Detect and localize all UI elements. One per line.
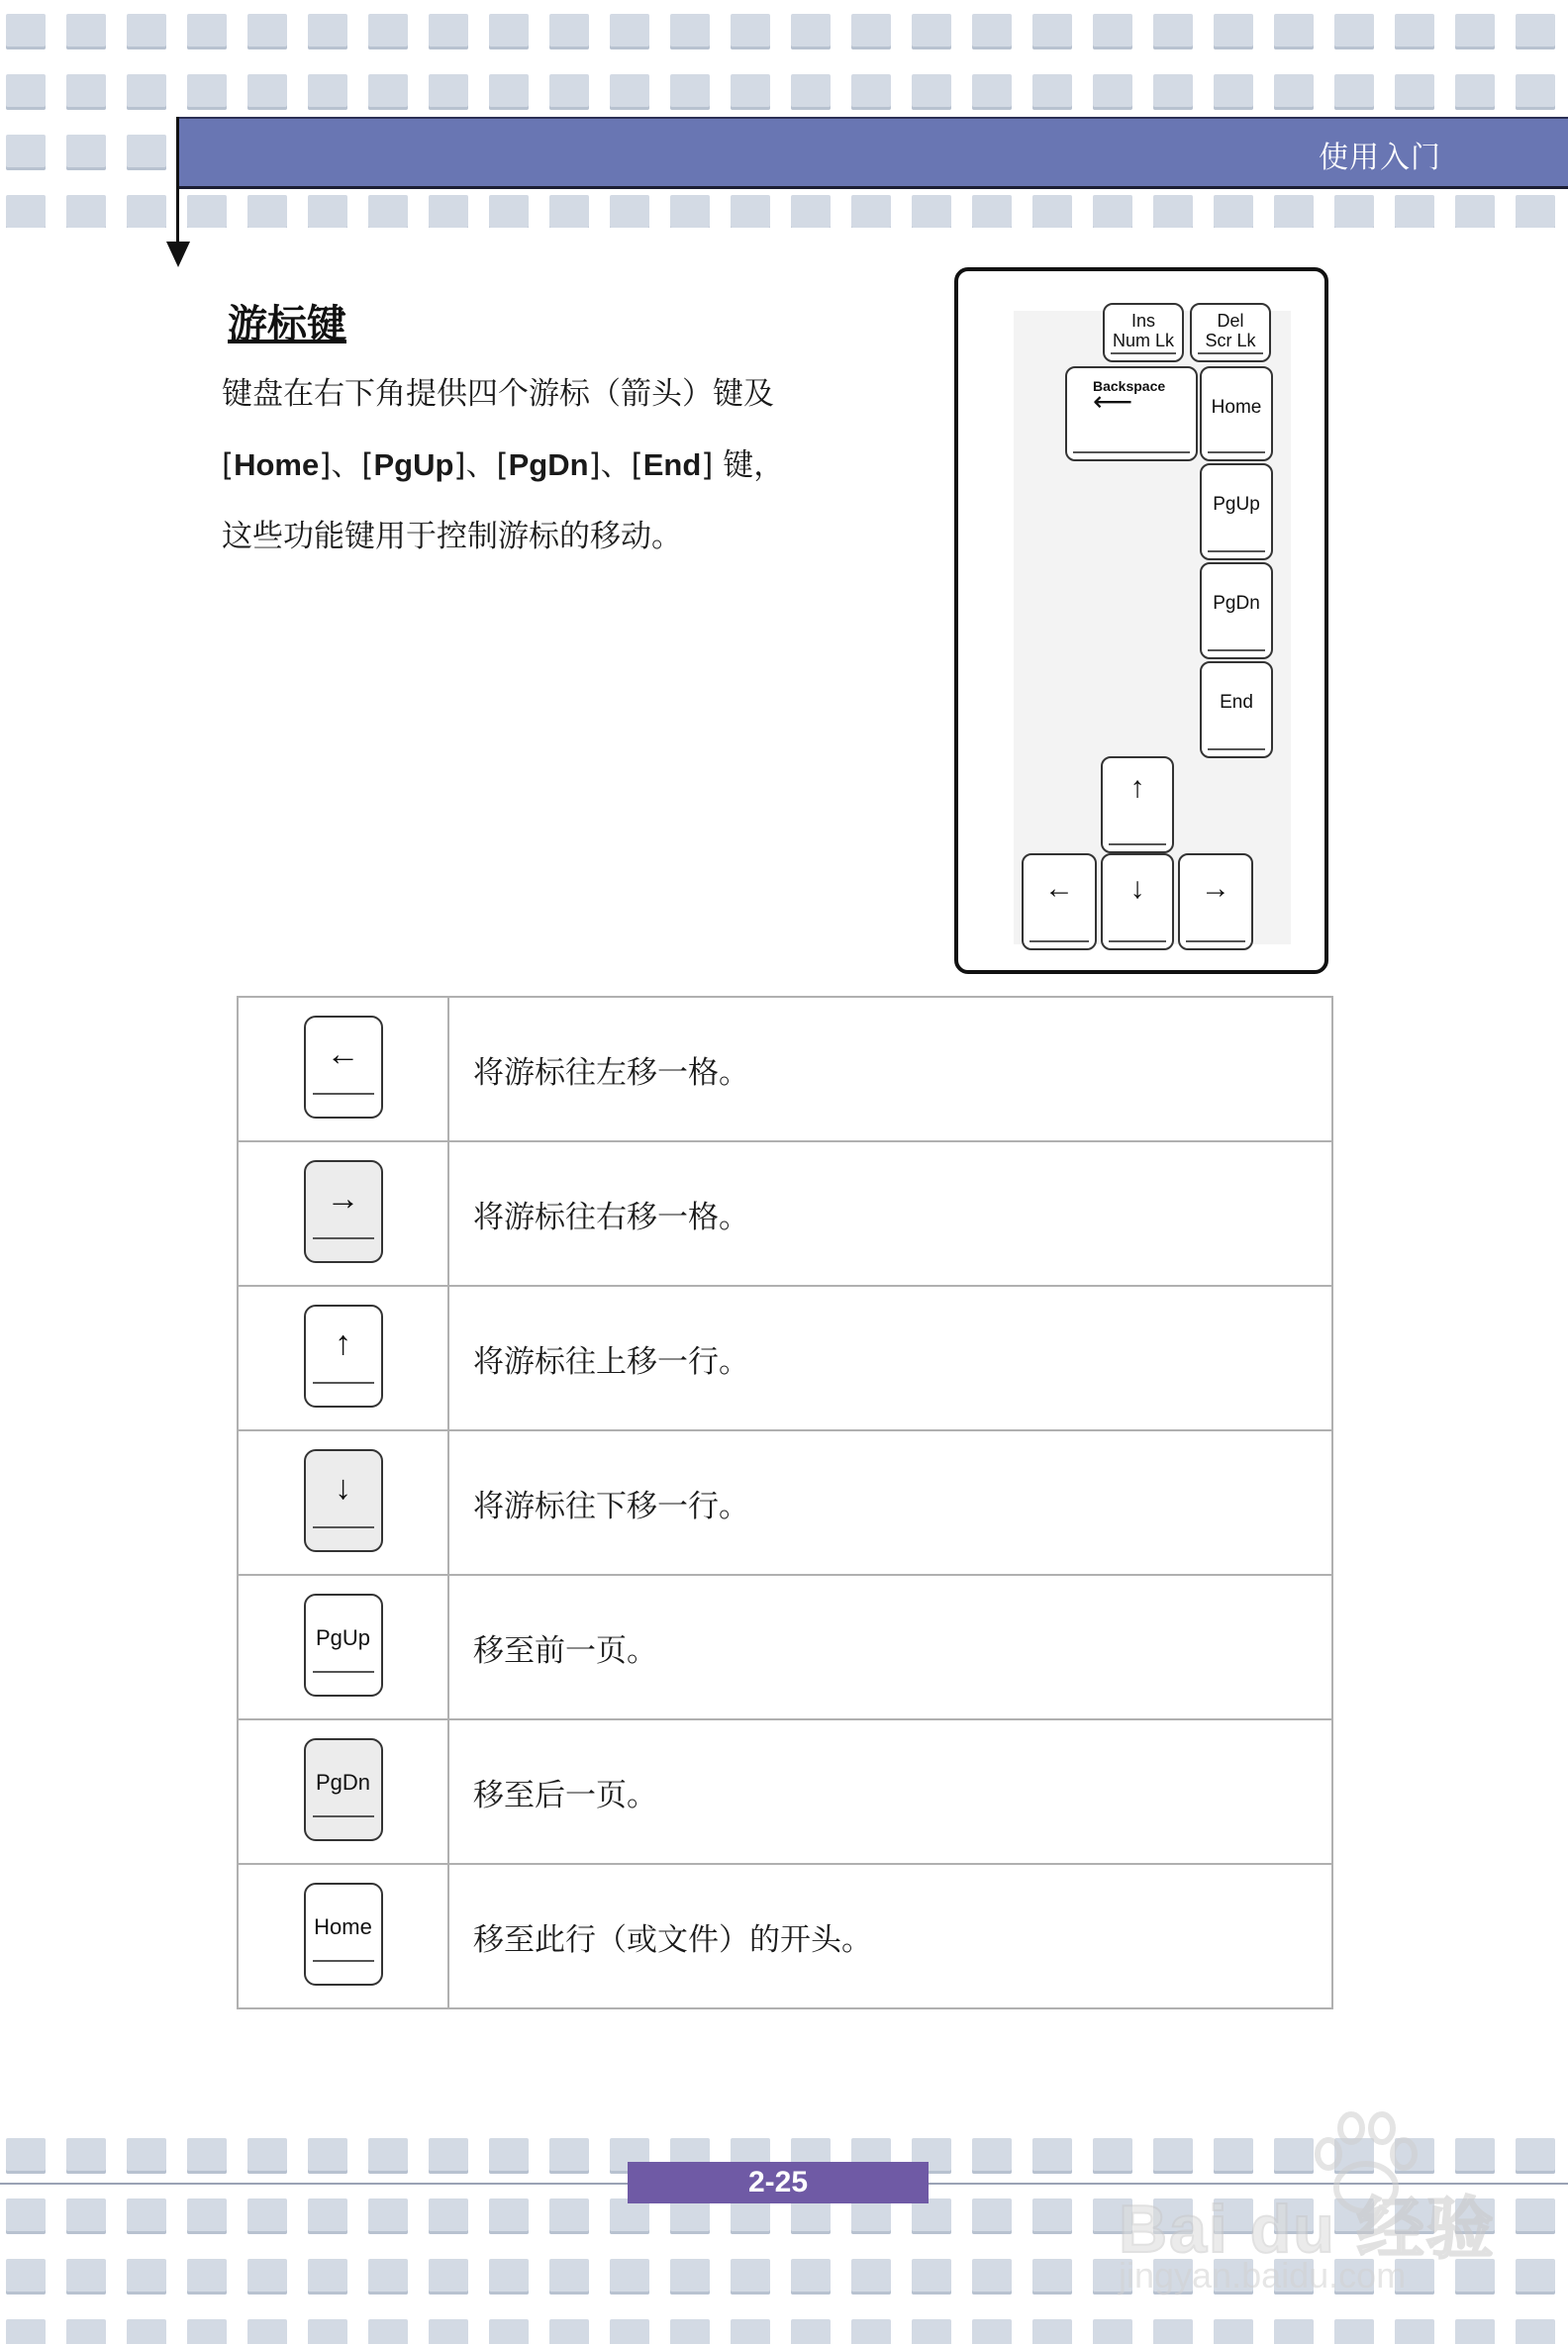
- del-scrlk-key: [1190, 303, 1271, 362]
- backspace-arrow-icon: ⟵: [1093, 386, 1133, 417]
- pgup-key: [1200, 463, 1273, 560]
- tile: [368, 74, 408, 110]
- tile-row: [0, 74, 1568, 114]
- arrow-icon: ↑: [335, 1324, 351, 1362]
- tile: [1395, 14, 1434, 49]
- tile: [791, 2319, 831, 2344]
- tile: [1153, 2198, 1193, 2234]
- key-cap-icon: [304, 1305, 383, 1408]
- tile: [368, 2319, 408, 2344]
- key-description: 将游标往上移一行。: [448, 1286, 1332, 1430]
- pgdn-key-label: PgDn: [1213, 593, 1260, 614]
- table-row: [238, 1430, 1332, 1575]
- tile: [1334, 2259, 1374, 2295]
- ins-numlk-key: [1103, 303, 1184, 362]
- key-cap-icon: [304, 1594, 383, 1697]
- bracket-text: ]、[: [319, 447, 374, 483]
- tile: [1153, 74, 1193, 110]
- key-cap-icon: [304, 1160, 383, 1263]
- section-title: 游标键: [228, 302, 346, 347]
- header-band: [176, 117, 1568, 189]
- tile: [247, 2138, 287, 2174]
- tile: [247, 14, 287, 49]
- tile: [66, 2259, 106, 2295]
- arrow-left-icon: ←: [1044, 872, 1074, 905]
- tile: [851, 2259, 891, 2295]
- header-tile-pattern: [0, 0, 1568, 228]
- tile: [1395, 2198, 1434, 2234]
- tile: [187, 195, 227, 228]
- tile: [6, 74, 46, 110]
- tile: [972, 195, 1012, 228]
- tile: [187, 74, 227, 110]
- ins-key-label: Ins: [1130, 311, 1155, 331]
- tile: [1334, 195, 1374, 228]
- key-description: 移至此行（或文件）的开头。: [448, 1864, 1332, 2008]
- tile: [549, 2138, 589, 2174]
- tile: [1516, 2319, 1555, 2344]
- tile: [1214, 2259, 1253, 2295]
- tile: [489, 74, 529, 110]
- tile: [851, 2319, 891, 2344]
- tile: [368, 195, 408, 228]
- tile: [1214, 74, 1253, 110]
- tile: [247, 2198, 287, 2234]
- tile: [368, 14, 408, 49]
- home-key-label: Home: [1211, 397, 1262, 418]
- tile: [1153, 14, 1193, 49]
- arrow-up-key: [1101, 756, 1174, 853]
- tile: [1455, 195, 1495, 228]
- tile: [1395, 195, 1434, 228]
- tile: [1153, 2138, 1193, 2174]
- arrow-up-icon: ↑: [1129, 771, 1145, 804]
- key-cap-icon: [304, 1883, 383, 1986]
- tile: [549, 14, 589, 49]
- tile: [1093, 2319, 1132, 2344]
- key-cap-icon: [304, 1016, 383, 1119]
- tile: [851, 14, 891, 49]
- header-guide-line: [176, 117, 179, 244]
- tile: [489, 14, 529, 49]
- tile: [127, 195, 166, 228]
- tile: [1334, 14, 1374, 49]
- tile-row: [0, 195, 1568, 228]
- tile: [791, 14, 831, 49]
- tile: [6, 135, 46, 170]
- tile-row: [0, 2319, 1568, 2344]
- tile: [6, 2259, 46, 2295]
- tile: [247, 2259, 287, 2295]
- tile: [66, 135, 106, 170]
- arrow-right-icon: →: [1201, 872, 1230, 905]
- end-key-label: End: [1220, 692, 1253, 713]
- tile: [127, 74, 166, 110]
- tile: [1153, 2259, 1193, 2295]
- tile: [127, 14, 166, 49]
- tile: [610, 2319, 649, 2344]
- home-key: [1200, 366, 1273, 461]
- tile: [368, 2138, 408, 2174]
- table-row: [238, 1286, 1332, 1430]
- tile: [187, 14, 227, 49]
- tile: [6, 2138, 46, 2174]
- arrow-down-icon: ↓: [1129, 872, 1145, 905]
- tile: [368, 2198, 408, 2234]
- tile: [127, 2138, 166, 2174]
- tile: [368, 2259, 408, 2295]
- cursor-key-table: [237, 996, 1333, 2009]
- tile: [610, 74, 649, 110]
- tile: [1093, 74, 1132, 110]
- tile: [670, 74, 710, 110]
- tile: [791, 195, 831, 228]
- tile: [127, 2198, 166, 2234]
- tile: [1214, 14, 1253, 49]
- arrow-icon: ←: [326, 1035, 360, 1073]
- tile: [127, 135, 166, 170]
- pgdn-key-text: PgDn: [508, 447, 589, 482]
- key-label: PgDn: [315, 1770, 371, 1795]
- tile: [1153, 195, 1193, 228]
- tile: [1032, 195, 1072, 228]
- tile: [731, 74, 770, 110]
- bracket-text: ]、[: [588, 447, 643, 483]
- tile: [1274, 195, 1314, 228]
- tile: [429, 2319, 468, 2344]
- tile: [6, 195, 46, 228]
- tile: [1334, 2138, 1374, 2174]
- tile: [308, 2198, 347, 2234]
- tile: [1093, 14, 1132, 49]
- pgup-key-label: PgUp: [1213, 494, 1260, 515]
- intro-line-3: 这些功能键用于控制游标的移动。: [222, 519, 682, 554]
- intro-line-2: [222, 440, 784, 484]
- tile: [247, 2319, 287, 2344]
- key-description: 将游标往左移一格。: [448, 997, 1332, 1141]
- end-key-text: End: [642, 447, 702, 482]
- tile: [1274, 14, 1314, 49]
- tile: [187, 2138, 227, 2174]
- tile: [429, 2198, 468, 2234]
- tile: [972, 14, 1012, 49]
- tile: [1455, 2198, 1495, 2234]
- key-icon-cell: [238, 1141, 448, 1286]
- tile: [791, 2198, 831, 2234]
- header-title: 使用入门: [1319, 141, 1441, 175]
- tile: [731, 195, 770, 228]
- tile: [66, 2198, 106, 2234]
- arrow-icon: ↓: [335, 1469, 351, 1507]
- tile: [912, 2319, 951, 2344]
- tile: [429, 195, 468, 228]
- tile: [6, 14, 46, 49]
- tile: [1455, 74, 1495, 110]
- watermark-url: jingyan.baidu.com: [1119, 2255, 1407, 2295]
- tile: [127, 2259, 166, 2295]
- tile: [1032, 2198, 1072, 2234]
- key-description: 移至前一页。: [448, 1575, 1332, 1719]
- tile: [187, 2198, 227, 2234]
- tile: [247, 74, 287, 110]
- tile: [1274, 2198, 1314, 2234]
- tile: [187, 2319, 227, 2344]
- arrow-icon: →: [326, 1180, 360, 1218]
- tile: [66, 14, 106, 49]
- key-description: 移至后一页。: [448, 1719, 1332, 1864]
- tile: [1274, 2138, 1314, 2174]
- tile: [972, 2259, 1012, 2295]
- tile: [549, 2259, 589, 2295]
- tile: [1214, 2138, 1253, 2174]
- tile: [1274, 2259, 1314, 2295]
- tile: [1032, 14, 1072, 49]
- keyboard-diagram: [954, 267, 1328, 974]
- tile: [851, 195, 891, 228]
- tile: [670, 14, 710, 49]
- tile: [1214, 2319, 1253, 2344]
- key-icon-cell: [238, 1575, 448, 1719]
- tile: [670, 2198, 710, 2234]
- tile: [6, 2319, 46, 2344]
- tile: [912, 14, 951, 49]
- tile: [308, 195, 347, 228]
- tile: [610, 2259, 649, 2295]
- tile: [1516, 195, 1555, 228]
- table-row: [238, 1719, 1332, 1864]
- tile: [489, 2198, 529, 2234]
- tile: [429, 2138, 468, 2174]
- tile: [1516, 14, 1555, 49]
- tile: [912, 2259, 951, 2295]
- tile: [610, 2198, 649, 2234]
- tile: [1516, 2198, 1555, 2234]
- tile: [1274, 2319, 1314, 2344]
- tile: [6, 2198, 46, 2234]
- tile: [549, 195, 589, 228]
- tile: [912, 74, 951, 110]
- tile: [1214, 2198, 1253, 2234]
- table-row: [238, 1141, 1332, 1286]
- tile: [308, 14, 347, 49]
- tile: [1455, 2138, 1495, 2174]
- tile: [731, 2259, 770, 2295]
- key-icon-cell: [238, 1864, 448, 2008]
- tile: [429, 2259, 468, 2295]
- tile: [972, 2138, 1012, 2174]
- down-arrow-icon: [166, 242, 190, 267]
- tile: [66, 195, 106, 228]
- key-label: PgUp: [315, 1625, 371, 1650]
- key-label: Home: [314, 1914, 372, 1939]
- tile: [610, 14, 649, 49]
- tile: [549, 74, 589, 110]
- scrlk-key-label: Scr Lk: [1205, 331, 1256, 350]
- tile: [1032, 2138, 1072, 2174]
- tile: [1455, 2259, 1495, 2295]
- tile: [1455, 14, 1495, 49]
- tile: [489, 2319, 529, 2344]
- pgup-key-text: PgUp: [373, 447, 454, 482]
- tile: [610, 195, 649, 228]
- footer-tile-pattern: [0, 2128, 1568, 2344]
- tile: [308, 2138, 347, 2174]
- key-icon-cell: [238, 1286, 448, 1430]
- bracket-text: ]、[: [453, 447, 509, 483]
- numlk-key-label: Num Lk: [1112, 331, 1174, 350]
- tile: [670, 195, 710, 228]
- arrow-left-key: [1022, 853, 1097, 950]
- tile: [66, 74, 106, 110]
- tile: [851, 74, 891, 110]
- key-icon-cell: [238, 1719, 448, 1864]
- bracket-text: ] 键，: [701, 447, 785, 483]
- intro-line-1: 键盘在右下角提供四个游标（箭头）键及: [222, 376, 774, 412]
- tile: [1032, 2259, 1072, 2295]
- tile: [912, 195, 951, 228]
- tile-row: [0, 2198, 1568, 2238]
- tile: [1032, 2319, 1072, 2344]
- tile: [1455, 2319, 1495, 2344]
- tile: [972, 74, 1012, 110]
- tile: [1516, 74, 1555, 110]
- tile: [187, 2259, 227, 2295]
- key-icon-cell: [238, 1430, 448, 1575]
- key-description: 将游标往右移一格。: [448, 1141, 1332, 1286]
- tile: [66, 2138, 106, 2174]
- tile: [972, 2198, 1012, 2234]
- tile: [1093, 2259, 1132, 2295]
- tile: [731, 2198, 770, 2234]
- tile: [66, 2319, 106, 2344]
- tile: [731, 14, 770, 49]
- tile: [489, 2138, 529, 2174]
- key-cap-icon: [304, 1449, 383, 1552]
- key-description: 将游标往下移一行。: [448, 1430, 1332, 1575]
- tile: [912, 2198, 951, 2234]
- table-row: [238, 1575, 1332, 1719]
- tile: [1093, 2138, 1132, 2174]
- page-number: 2-25: [628, 2162, 929, 2203]
- tile: [1334, 74, 1374, 110]
- tile: [1516, 2138, 1555, 2174]
- tile: [1153, 2319, 1193, 2344]
- end-key: [1200, 661, 1273, 758]
- tile: [791, 2259, 831, 2295]
- tile: [247, 195, 287, 228]
- home-key-text: Home: [234, 447, 320, 482]
- tile: [1032, 74, 1072, 110]
- pgdn-key: [1200, 562, 1273, 659]
- tile: [1093, 2198, 1132, 2234]
- del-key-label: Del: [1217, 311, 1244, 331]
- tile: [308, 74, 347, 110]
- tile: [429, 74, 468, 110]
- tile: [1395, 2319, 1434, 2344]
- arrow-right-key: [1178, 853, 1253, 950]
- tile: [308, 2319, 347, 2344]
- tile: [670, 2259, 710, 2295]
- tile: [429, 14, 468, 49]
- tile-row: [0, 2259, 1568, 2298]
- tile: [549, 2319, 589, 2344]
- tile: [1395, 74, 1434, 110]
- table-row: [238, 997, 1332, 1141]
- tile: [1516, 2259, 1555, 2295]
- tile: [670, 2319, 710, 2344]
- bracket-text: [: [222, 447, 235, 483]
- tile: [127, 2319, 166, 2344]
- tile: [489, 195, 529, 228]
- tile: [1093, 195, 1132, 228]
- tile: [1214, 195, 1253, 228]
- tile: [791, 74, 831, 110]
- tile-row: [0, 14, 1568, 53]
- tile: [731, 2319, 770, 2344]
- table-row: [238, 1864, 1332, 2008]
- tile: [1395, 2138, 1434, 2174]
- tile: [308, 2259, 347, 2295]
- tile: [1334, 2319, 1374, 2344]
- backspace-key-label: Backspace: [1093, 378, 1166, 394]
- watermark-brand: Bai du 经验: [1119, 2192, 1496, 2267]
- tile: [851, 2198, 891, 2234]
- tile: [1334, 2198, 1374, 2234]
- arrow-down-key: [1101, 853, 1174, 950]
- backspace-key: [1065, 366, 1198, 461]
- tile: [549, 2198, 589, 2234]
- tile: [972, 2319, 1012, 2344]
- tile: [489, 2259, 529, 2295]
- tile: [1274, 74, 1314, 110]
- key-icon-cell: [238, 997, 448, 1141]
- key-cap-icon: [304, 1738, 383, 1841]
- tile: [1395, 2259, 1434, 2295]
